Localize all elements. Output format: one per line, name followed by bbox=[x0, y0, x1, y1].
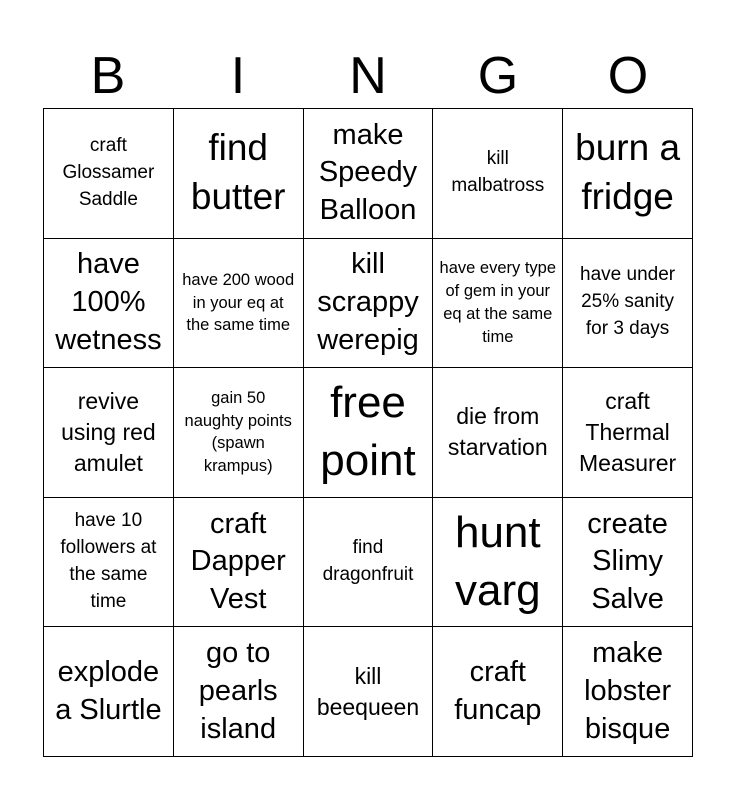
header-letter-b: B bbox=[90, 47, 126, 105]
bingo-cell[interactable] bbox=[174, 498, 304, 628]
bingo-cell[interactable] bbox=[174, 109, 304, 239]
bingo-cell[interactable] bbox=[174, 239, 304, 369]
header-letter-o: O bbox=[607, 47, 649, 105]
cell-text: craft Thermal Measurer bbox=[579, 387, 677, 477]
cell-text: go to pearls island bbox=[198, 637, 278, 745]
cell-text: have 200 wood in your eq at the same time bbox=[182, 270, 295, 335]
cell-text: craft funcap bbox=[454, 656, 542, 726]
cell-text: revive using red amulet bbox=[61, 387, 156, 477]
cell-text: explode a Slurtle bbox=[55, 656, 162, 726]
cell-text: burn a fridge bbox=[575, 127, 681, 218]
cell-text: free point bbox=[320, 378, 416, 486]
bingo-cell[interactable] bbox=[304, 627, 434, 757]
cell-text: have every type of gem in your eq at the same time bbox=[439, 259, 557, 346]
cell-text: hunt varg bbox=[454, 508, 541, 616]
bingo-cell[interactable] bbox=[433, 368, 563, 498]
cell-text: kill malbatross bbox=[451, 148, 545, 197]
bingo-cell[interactable] bbox=[433, 109, 563, 239]
bingo-header bbox=[43, 44, 693, 108]
header-letter-n: N bbox=[349, 47, 387, 105]
header-letter-i: I bbox=[230, 47, 246, 105]
cell-text: make Speedy Balloon bbox=[318, 118, 418, 227]
bingo-cell[interactable] bbox=[44, 498, 174, 628]
bingo-cell[interactable] bbox=[563, 498, 693, 628]
bingo-cell[interactable] bbox=[44, 368, 174, 498]
cell-text: create Slimy Salve bbox=[587, 507, 668, 615]
bingo-cell[interactable] bbox=[304, 498, 434, 628]
cell-text: craft Glossamer Saddle bbox=[62, 134, 155, 210]
free-space-cell[interactable] bbox=[304, 368, 434, 498]
cell-text: gain 50 naughty points (spawn krampus) bbox=[184, 388, 292, 476]
cell-text: have under 25% sanity for 3 days bbox=[580, 264, 676, 340]
cell-text: kill scrappy werepig bbox=[317, 248, 419, 356]
bingo-card bbox=[43, 108, 693, 757]
bingo-cell[interactable] bbox=[304, 239, 434, 369]
bingo-cell[interactable] bbox=[563, 627, 693, 757]
cell-text: find dragonfruit bbox=[322, 537, 414, 586]
cell-text: make lobster bisque bbox=[584, 637, 672, 745]
bingo-cell[interactable] bbox=[433, 239, 563, 369]
bingo-cell[interactable] bbox=[174, 627, 304, 757]
bingo-cell[interactable] bbox=[44, 239, 174, 369]
bingo-cell[interactable] bbox=[304, 109, 434, 239]
cell-text: have 10 followers at the same time bbox=[60, 510, 157, 613]
header-letter-g: G bbox=[477, 47, 519, 105]
cell-text: die from starvation bbox=[447, 403, 548, 461]
bingo-cell[interactable] bbox=[44, 109, 174, 239]
bingo-cell[interactable] bbox=[174, 368, 304, 498]
bingo-cell[interactable] bbox=[44, 627, 174, 757]
bingo-cell[interactable] bbox=[433, 627, 563, 757]
bingo-cell[interactable] bbox=[433, 498, 563, 628]
cell-text: have 100% wetness bbox=[55, 248, 162, 356]
cell-text: find butter bbox=[190, 127, 286, 218]
bingo-cell[interactable] bbox=[563, 109, 693, 239]
bingo-cell[interactable] bbox=[563, 368, 693, 498]
cell-text: craft Dapper Vest bbox=[190, 507, 286, 615]
cell-text: kill beequeen bbox=[316, 662, 420, 720]
bingo-cell[interactable] bbox=[563, 239, 693, 369]
